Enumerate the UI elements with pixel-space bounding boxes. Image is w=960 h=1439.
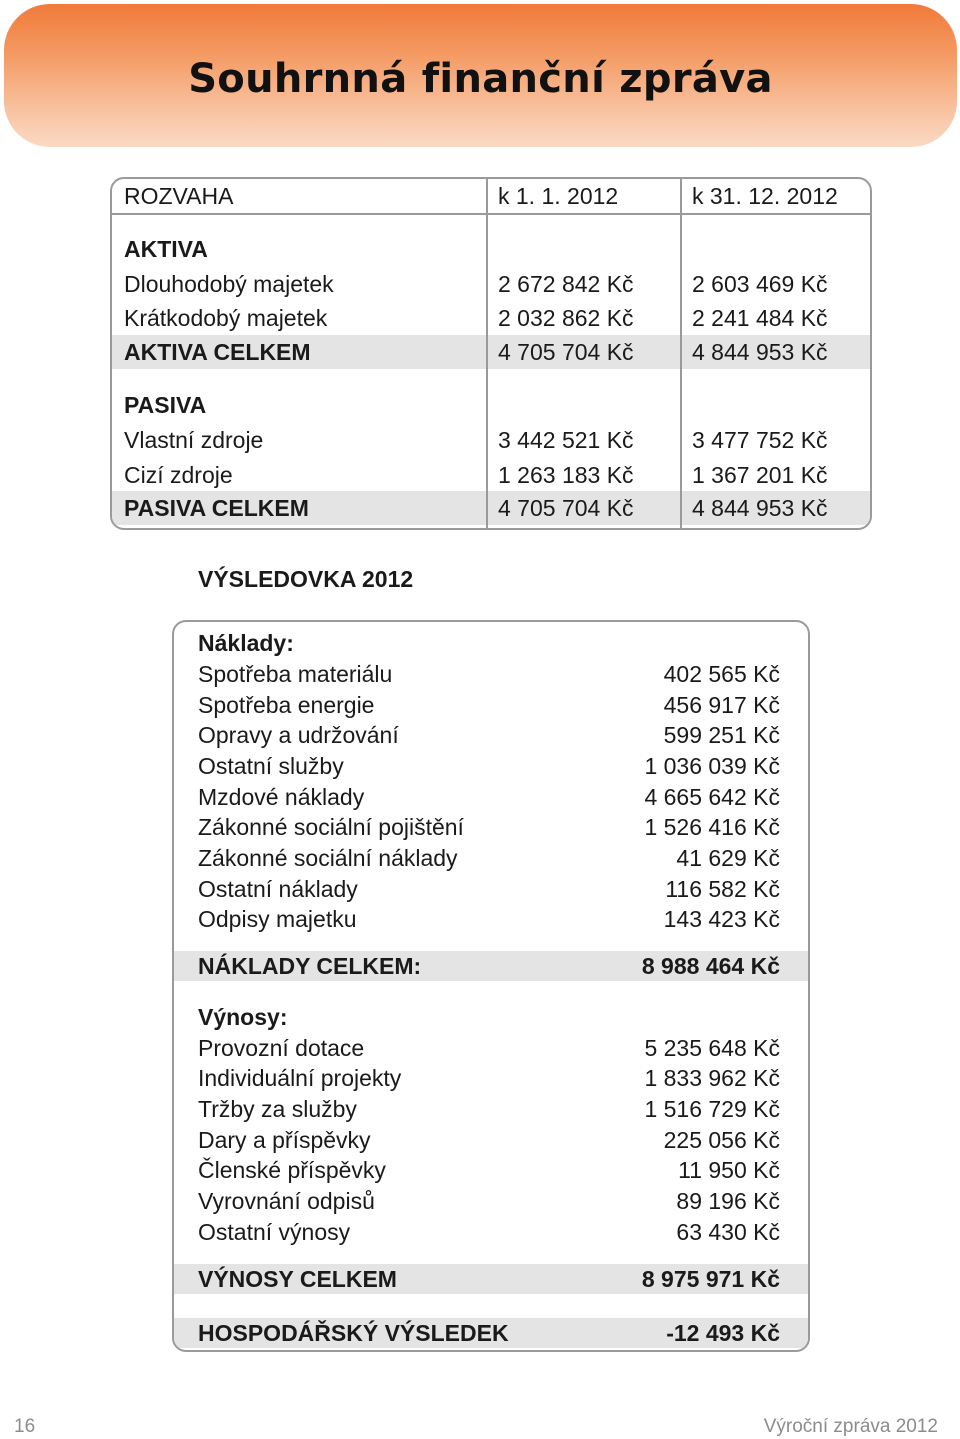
- row-label: Tržby za služby: [198, 1096, 357, 1122]
- row-value: 143 423 Kč: [663, 906, 780, 932]
- row-value: 599 251 Kč: [663, 722, 780, 748]
- title-banner: [4, 4, 957, 147]
- row-label: Vyrovnání odpisů: [198, 1188, 375, 1214]
- row-value: 1 516 729 Kč: [644, 1096, 780, 1122]
- balance-sheet-table: [110, 177, 872, 530]
- row-label: Vlastní zdroje: [124, 427, 264, 453]
- income-statement-row: [174, 812, 808, 843]
- row-label: Spotřeba energie: [198, 692, 375, 718]
- row-label: AKTIVA CELKEM: [124, 339, 311, 365]
- value-end: 4 844 953 Kč: [692, 495, 828, 521]
- value-start: 4 705 704 Kč: [498, 339, 634, 365]
- row-value: 8 975 971 Kč: [641, 1266, 780, 1292]
- row-value: 402 565 Kč: [663, 661, 780, 687]
- value-start: 3 442 521 Kč: [498, 427, 634, 453]
- income-statement-row: [174, 951, 808, 981]
- income-statement-table: [172, 620, 810, 1352]
- row-label: Dlouhodobý majetek: [124, 271, 334, 297]
- income-statement-row: [174, 874, 808, 905]
- income-statement-row: [174, 720, 808, 751]
- row-label: Ostatní služby: [198, 753, 344, 779]
- row-label: Výnosy:: [198, 1004, 288, 1030]
- income-statement-row: [174, 1217, 808, 1248]
- row-label: HOSPODÁŘSKÝ VÝSLEDEK: [198, 1320, 509, 1346]
- row-label: AKTIVA: [124, 236, 208, 262]
- balance-sheet-row: [112, 335, 870, 369]
- row-label: Spotřeba materiálu: [198, 661, 393, 687]
- row-label: Dary a příspěvky: [198, 1127, 371, 1153]
- income-statement-row: [174, 1155, 808, 1186]
- row-label: Zákonné sociální pojištění: [198, 814, 464, 840]
- page-title: Souhrnná finanční zpráva: [188, 56, 773, 102]
- header-date-end: k 31. 12. 2012: [692, 183, 838, 209]
- value-end: 2 241 484 Kč: [692, 305, 828, 331]
- row-label: Zákonné sociální náklady: [198, 845, 458, 871]
- value-end: 1 367 201 Kč: [692, 462, 828, 488]
- header-divider: [112, 213, 870, 215]
- row-label: Individuální projekty: [198, 1065, 402, 1091]
- row-value: 63 430 Kč: [676, 1219, 780, 1245]
- column-divider-2: [680, 179, 682, 528]
- balance-sheet-row: [112, 301, 870, 335]
- income-statement-row: [174, 1033, 808, 1064]
- income-statement-row: [174, 1063, 808, 1094]
- income-statement-row: [174, 751, 808, 782]
- balance-sheet-row: [112, 388, 870, 422]
- row-value: 89 196 Kč: [676, 1188, 780, 1214]
- income-statement-title: VÝSLEDOVKA 2012: [198, 566, 414, 592]
- income-statement-row: [174, 782, 808, 813]
- income-statement-row: [174, 904, 808, 935]
- row-value: 5 235 648 Kč: [644, 1035, 780, 1061]
- row-label: Ostatní výnosy: [198, 1219, 351, 1245]
- balance-sheet-row: [112, 458, 870, 492]
- value-start: 2 672 842 Kč: [498, 271, 634, 297]
- value-end: 2 603 469 Kč: [692, 271, 828, 297]
- income-statement-row: [174, 1318, 808, 1348]
- balance-sheet-header: [112, 179, 870, 213]
- row-label: VÝNOSY CELKEM: [198, 1266, 397, 1292]
- balance-sheet-row: [112, 423, 870, 457]
- row-value: 225 056 Kč: [663, 1127, 780, 1153]
- income-statement-row: [174, 659, 808, 690]
- row-label: Cizí zdroje: [124, 462, 233, 488]
- income-statement-row: [174, 1264, 808, 1294]
- value-start: 2 032 862 Kč: [498, 305, 634, 331]
- row-label: Náklady:: [198, 630, 294, 656]
- income-statement-row: [174, 1002, 808, 1033]
- balance-sheet-row: [112, 267, 870, 301]
- row-label: Ostatní náklady: [198, 876, 358, 902]
- header-date-start: k 1. 1. 2012: [498, 183, 619, 209]
- row-label: PASIVA: [124, 392, 207, 418]
- row-label: Odpisy majetku: [198, 906, 357, 932]
- row-label: Provozní dotace: [198, 1035, 365, 1061]
- balance-sheet-row: [112, 232, 870, 266]
- income-statement-row: [174, 628, 808, 659]
- row-value: 4 665 642 Kč: [644, 784, 780, 810]
- row-label: PASIVA CELKEM: [124, 495, 309, 521]
- value-end: 3 477 752 Kč: [692, 427, 828, 453]
- header-label: ROZVAHA: [124, 183, 234, 209]
- row-value: 8 988 464 Kč: [641, 953, 780, 979]
- row-value: 1 036 039 Kč: [644, 753, 780, 779]
- value-start: 1 263 183 Kč: [498, 462, 634, 488]
- row-value: 41 629 Kč: [676, 845, 780, 871]
- value-start: 4 705 704 Kč: [498, 495, 634, 521]
- page-number: 16: [14, 1416, 36, 1437]
- row-label: NÁKLADY CELKEM:: [198, 953, 422, 979]
- row-value: -12 493 Kč: [666, 1320, 780, 1346]
- publication-name: Výroční zpráva 2012: [763, 1416, 938, 1437]
- row-value: 1 526 416 Kč: [644, 814, 780, 840]
- row-label: Opravy a udržování: [198, 722, 399, 748]
- row-value: 1 833 962 Kč: [644, 1065, 780, 1091]
- income-statement-row: [174, 1125, 808, 1156]
- row-label: Členské příspěvky: [198, 1157, 386, 1183]
- row-label: Mzdové náklady: [198, 784, 365, 810]
- income-statement-row: [174, 1094, 808, 1125]
- income-statement-row: [174, 690, 808, 721]
- row-value: 116 582 Kč: [665, 876, 780, 902]
- income-statement-row: [174, 843, 808, 874]
- income-statement-row: [174, 1186, 808, 1217]
- value-end: 4 844 953 Kč: [692, 339, 828, 365]
- row-value: 456 917 Kč: [663, 692, 780, 718]
- row-label: Krátkodobý majetek: [124, 305, 328, 331]
- column-divider-1: [486, 179, 488, 528]
- balance-sheet-row: [112, 491, 870, 525]
- row-value: 11 950 Kč: [678, 1157, 780, 1183]
